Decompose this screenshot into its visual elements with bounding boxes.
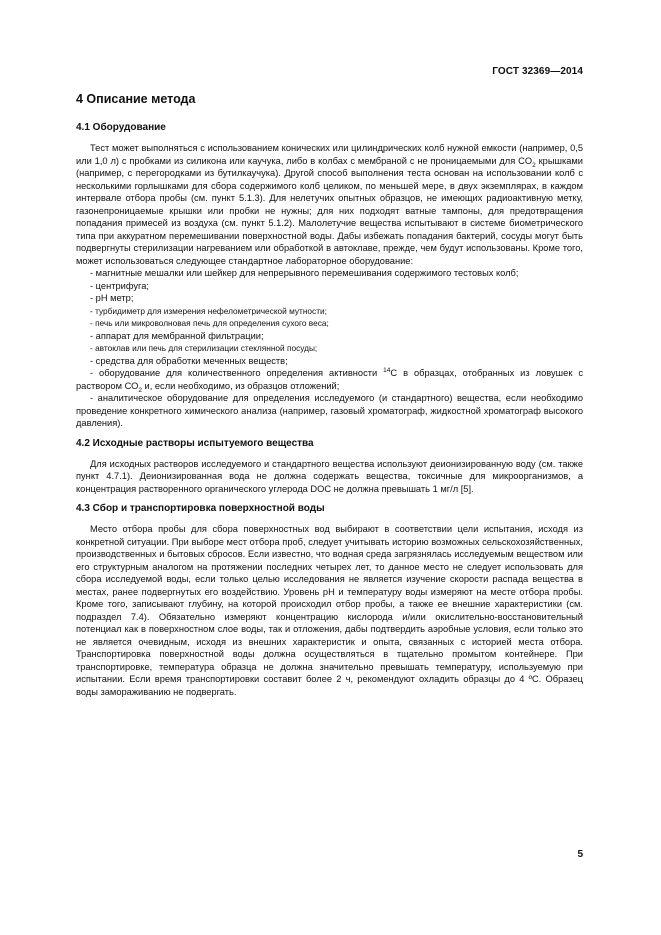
list-item: - оборудование для количественного определения активности $^{14}$С в образцах, отобранных из ловушек с раствором $СО_2$ и, если необходимо, из образцов отложений;	[76, 366, 583, 394]
equipment-list	[76, 267, 583, 430]
standard-code: ГОСТ 32369—2014	[492, 66, 583, 77]
list-item: - рН метр;	[90, 293, 134, 303]
subsection-4-2-heading: 4.2 Исходные растворы испытуемого вещества	[76, 437, 314, 449]
page-number: 5	[577, 849, 583, 860]
section-heading: 4 Описание метода	[76, 92, 196, 106]
list-item: - автоклав или печь для стерилизации стеклянной посуды;	[90, 343, 318, 353]
subsection-4-3-heading: 4.3 Сбор и транспортировка поверхностной воды	[76, 503, 325, 514]
list-item: - аппарат для мембранной фильтрации;	[90, 330, 264, 341]
list-item: - магнитные мешалки или шейкер для непрерывного перемешивания содержимого тестовых колб;	[90, 268, 519, 278]
list-item: - центрифуга;	[90, 280, 149, 291]
list-item: - турбидиметр для измерения нефелометрической мутности;	[90, 305, 327, 316]
subsection-4-1-heading: 4.1 Оборудование	[76, 122, 166, 133]
list-item: - печь или микроволновая печь для определения сухого веса;	[90, 318, 329, 328]
water-collection-paragraph: Место отбора пробы для сбора поверхностных вод выбирают в соответствии цели испытания, исходя из конкретной ситуации. При выборе мест отбора проб, следует учитывать историю возможных сельскохозяйственных, производственных и бытовых сбросов. Если известно, что водная среда загрязнялась исследуемым веществом или его структурным аналогом на протяжении последних четырех лет, то данное место не следует использовать для сбора исследуемой воды, если только целью исследования не является изучение скорости распада вещества в местах, ранее подвергнутых его воздействию. Уровень рН и температуру воды измеряют на месте отбора пробы. Кроме того, записывают глубину, на которой происходил отбор пробы, а также ее внешние характеристики (см. подраздел 7.4). Обязательно измеряют концентрацию кислорода и/или окислительно-восстановительный потенциал как в поверхностном слое воды, так и отложения, дабы подтвердить аэробные условия, если только это не является очевидным, исходя из внешних характеристик и опыта, связанных с историей места отбора. Транспортировка поверхностной воды должна осуществляться в тщательно промытом контейнере. При транспортировке, температура образца не должна значительно превышать температуру, используемую при испытании. Если время транспортировки составит более 2 ч, рекомендуют охладить образцы до 4 ºС. Образец воды замораживанию не подвергать.	[76, 524, 583, 697]
list-item: - средства для обработки меченных веществ;	[90, 355, 288, 366]
equipment-paragraph: Тест может выполняться с использованием конических или цилиндрических колб нужной емкости (например, 0,5 или 1,0 л) с пробками из силикона или каучука, либо в колбах с мембраной с не проницаемыми для $CO_2$ крышками (например, с перегородками из бутилкаучука). Другой способ выполнения теста основан на использовании колб с несколькими горлышками для сбора содержимого колб целиком, по меньшей мере, в двух экземплярах, в каждом интервале отбора пробы (см. пункт 5.1.3). Для нелетучих опытных образцов, не имеющих радиоактивную метку, газонепроницаемые крышки или пробки не нужны; для них подходят ватные тампоны, для предотвращения попадания примесей из воздуха (см. пункт 5.1.2). Малолетучие вещества испытывают в системе биометрического типа при аккуратном перемешивании поверхностной воды. Дабы избежать попадания бактерий, сосуды могут быть подвергнуты стерилизации нагреванием или обработкой в автоклаве, прежде, чем будут использованы. Кроме того, может использоваться следующее стандартное лабораторное оборудование:	[76, 143, 583, 266]
page-content	[76, 92, 583, 698]
list-item: - аналитическое оборудование для определения исследуемого (и стандартного) вещества, если необходимо проведение конкретного химического анализа (например, газовый хроматограф, жидкостной хроматограф высокого давления).	[76, 393, 583, 428]
stock-solutions-paragraph: Для исходных растворов исследуемого и стандартного вещества используют деионизированную воду (см. также пункт 4.7.1). Деионизированная вода не должна содержать вещества, токсичные для микроорганизмов, а концентрация растворенного органического углерода DOC не должна превышать 1 мг/л [5].	[76, 458, 583, 494]
